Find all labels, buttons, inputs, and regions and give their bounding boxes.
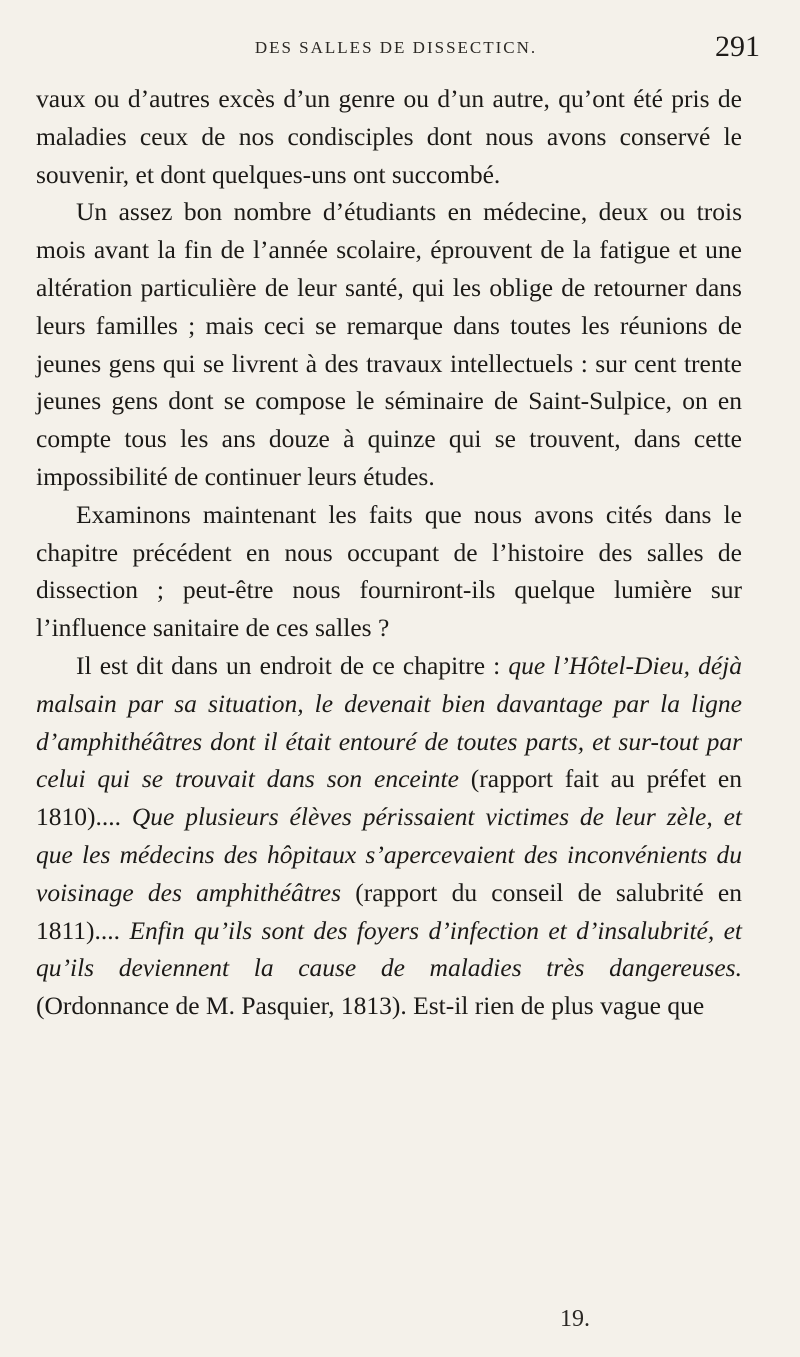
paragraph-2: Un assez bon nombre d’étudiants en médecine, deux ou trois mois avant la fin de l’année scolaire, éprouvent de la fatigue et une altération particulière de leur santé, qui les oblige de retourner dans leurs familles ; mais ceci se remarque dans toutes les réunions de jeunes gens qui se livrent à des travaux intellectuels : sur cent trente jeunes gens dont se compose le séminaire de Saint-Sulpice, on en compte tous les ans douze à quinze qui se trouvent, dans cette impossibilité de continuer leurs études. [36,197,742,491]
citation-1810: (rapport fait au préfet en 1810).... [36,764,742,832]
page-number: 291 [715,30,760,63]
paragraph-4 [36,647,742,1025]
running-title: DES SALLES DE DISSECTICN. [254,38,538,57]
paragraph-1: vaux ou d’autres excès d’un genre ou d’un autre, qu’ont été pris de maladies ceux de nos condisciples dont nous avons conservé le souvenir, et dont quelques-uns ont succombé. [36,84,742,189]
signature-mark: 19. [560,1306,590,1332]
running-head [32,28,760,68]
paragraph-3: Examinons maintenant les faits que nous avons cités dans le chapitre précédent en nous occupant de l’histoire des salles de dissection ; peut-être nous fourniront-ils quelque lumière sur l’influence sanitaire de ces salles ? [36,499,742,643]
citation-1811: (rapport du conseil de salubrité en 1811).... [36,877,742,945]
citation-1813: (Ordonnance de M. Pasquier, 1813). Est-il rien de plus vague que [36,991,705,1021]
quote-eleves: Que plusieurs élèves périssaient victimes de leur zèle, et que les médecins des hôpitaux s’apercevaient des inconvénients du voisinage des amphithéâtres [36,802,742,907]
quote-hotel-dieu: que l’Hôtel-Dieu, déjà malsain par sa situation, le devenait bien davantage par la ligne d’amphithéâtres dont il était entouré de toutes parts, et sur-tout par celui qui se trouvait dans son enceinte [36,650,742,794]
quote-foyers: Enfin qu’ils sont des foyers d’infection et d’insalubrité, et qu’ils deviennent la cause de maladies très dangereuses. [36,915,743,983]
paragraph-4-text: Il est dit dans un endroit de ce chapitre : [76,650,509,680]
body-text [36,80,742,1025]
